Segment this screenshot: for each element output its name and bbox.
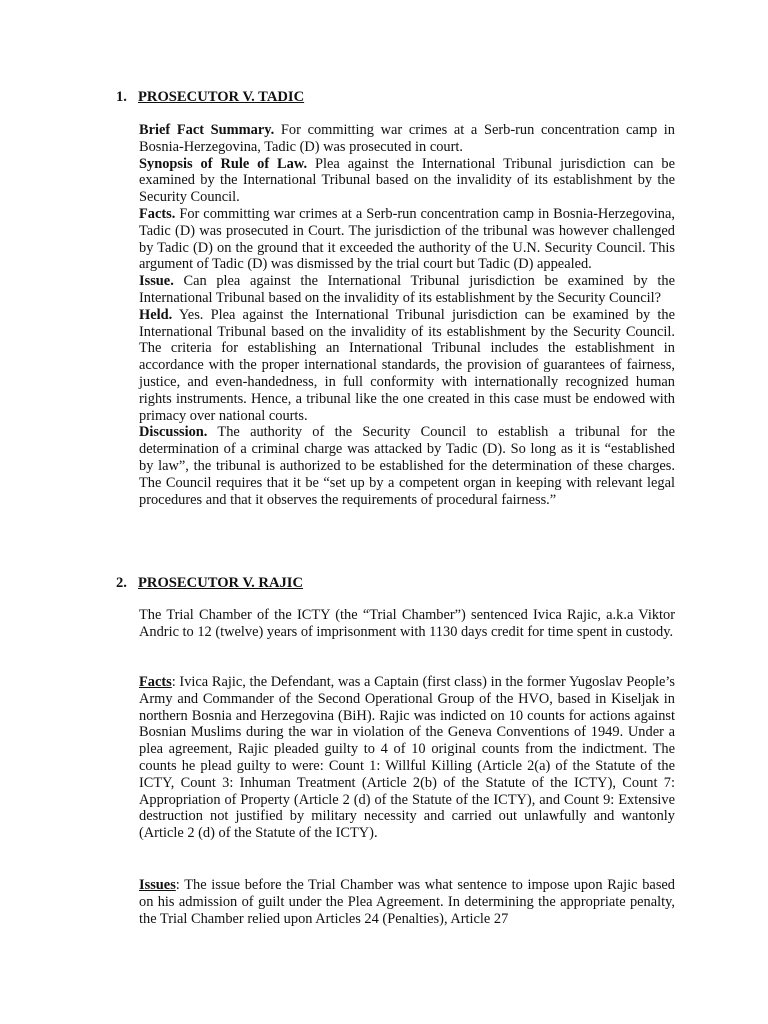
paragraph-text: For committing war crimes at a Serb-run concentration camp in Bosnia-Herzegovina, Tadic (D) was prosecuted in court. (139, 122, 675, 155)
paragraph-text: Plea against the International Tribunal jurisdiction can be examined by the International Tribunal based on the invalidity of its establishment by the Security Council. (139, 155, 675, 206)
section-2-heading (116, 575, 303, 592)
section-1-title: PROSECUTOR V. TADIC (138, 89, 305, 105)
rajic-facts-paragraph (139, 674, 675, 842)
paragraph-label: Discussion. (139, 424, 208, 441)
paragraph-label: Brief Fact Summary. (139, 122, 275, 138)
paragraph-text: : Ivica Rajic, the Defendant, was a Captain (first class) in the former Yugoslav People’s Army and Commander of the Second Operational Group of the HVO, based in Kiseljak in northern Bosnia and Herzegovina (BiH). Rajic was indicted on 10 counts for actions against Bosnian Muslims during the war in violation of the Geneva Conventions of 1949. Under a plea agreement, Rajic pleaded guilty to 4 of 10 original counts from the indictment. The counts he plead guilty to were: Count 1: Willful Killing (Article 2(a) of the Statute of the ICTY, Count 3: Inhuman Treatment (Article 2(b) of the Statute of the ICTY), Count 7: Appropriation of Property (Article 2 (d) of the Statute of the ICTY), and Count 9: Extensive destruction not justified by military necessity and carried out unlawfully and wantonly (Article 2 (d) of the Statute of the ICTY). (139, 674, 675, 842)
rajic-issues-paragraph (139, 877, 675, 927)
paragraph-label: Facts. (139, 205, 176, 222)
brief-fact-summary-paragraph (139, 122, 675, 156)
section-2-number: 2. (116, 575, 127, 591)
issue-paragraph (139, 273, 675, 307)
paragraph-text: Can plea against the International Tribunal jurisdiction be examined by the International Tribunal based on the invalidity of its establishment by the Security Council? (139, 273, 675, 306)
paragraph-label: Facts (139, 674, 172, 690)
section-1-body (139, 122, 675, 508)
facts-paragraph (139, 206, 675, 273)
section-2-intro (139, 607, 675, 641)
section-1-number: 1. (116, 89, 127, 105)
section-2-facts (139, 674, 675, 842)
paragraph-text: The authority of the Security Council to establish a tribunal for the determination of a criminal charge was attacked by Tadic (D). So long as it is “established by law”, the tribunal is authorized to be established for the determination of these charges. The Council requires that it be “set up by a competent organ in keeping with relevant legal procedures and that it observes the requirements of procedural fairness.” (139, 424, 675, 508)
section-2-issues (139, 877, 675, 927)
discussion-paragraph (139, 424, 675, 508)
paragraph-label: Issues (139, 877, 176, 893)
section-2-title: PROSECUTOR V. RAJIC (138, 575, 304, 591)
paragraph-label: Synopsis of Rule of Law. (139, 155, 308, 172)
section-1-heading (116, 89, 304, 106)
paragraph-text: : The issue before the Trial Chamber was what sentence to impose upon Rajic based on his admission of guilt under the Plea Agreement. In determining the appropriate penalty, the Trial Chamber relied upon Articles 24 (Penalties), Article 27 (139, 877, 675, 927)
held-paragraph (139, 307, 675, 425)
paragraph-label: Issue. (139, 273, 174, 290)
intro-paragraph: The Trial Chamber of the ICTY (the “Trial Chamber”) sentenced Ivica Rajic, a.k.a Viktor Andric to 12 (twelve) years of imprisonment with 1130 days credit for time spent in custody. (139, 607, 675, 640)
paragraph-text: Yes. Plea against the International Tribunal jurisdiction can be examined by the International Tribunal based on the invalidity of its establishment by the Security Council. The criteria for establishing an International Tribunal includes the establishment in accordance with the proper international standards, the provision of guarantees of fairness, justice, and even-handedness, in full conformity with internationally recognized human rights instruments. Hence, a tribunal like the one created in this case must be endowed with primacy over national courts. (139, 306, 675, 424)
paragraph-label: Held. (139, 306, 173, 323)
paragraph-text: For committing war crimes at a Serb-run concentration camp in Bosnia-Herzegovina, Tadic (D) was prosecuted in Court. The jurisdiction of the tribunal was however challenged by Tadic (D) on the ground that it exceeded the authority of the U.N. Security Council. This argument of Tadic (D) was dismissed by the trial court but Tadic (D) appealed. (139, 205, 675, 273)
synopsis-paragraph (139, 156, 675, 206)
